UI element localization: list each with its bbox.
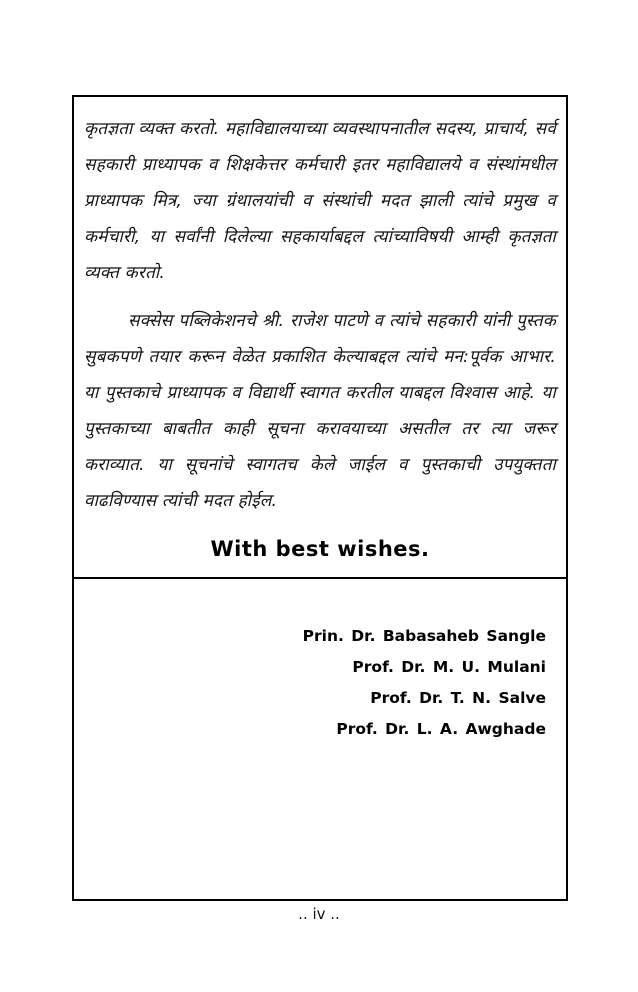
page-number: .. iv .. xyxy=(298,905,340,923)
page-border-frame xyxy=(72,95,568,901)
signature-line: Prof. Dr. T. N. Salve xyxy=(370,689,546,707)
publisher-thanks-paragraph: सक्सेस पब्लिकेशनचे श्री. राजेश पाटणे व त्यांचे सहकारी यांनी पुस्तक सुबकपणे तयार करून वेळेत प्रकाशित केल्याबद्दल त्यांचे मन:पूर्वक आभार. या पुस्तकाचे प्राध्यापक व विद्यार्थी स्वागत करतील याबद्दल विश्वास आहे. या पुस्तकाच्या बाबतीत काही सूचना करावयाच्या असतील तर त्या जरूर कराव्यात. या सूचनांचे स्वागतच केले जाईल व पुस्तकाची उपयुक्तता वाढविण्यास त्यांची मदत होईल. xyxy=(84,311,556,511)
signature-line: Prof. Dr. M. U. Mulani xyxy=(352,658,546,676)
signatures-block xyxy=(74,621,566,745)
signature-line: Prof. Dr. L. A. Awghade xyxy=(336,720,546,738)
horizontal-divider xyxy=(74,577,566,579)
acknowledgement-paragraph: कृतज्ञता व्यक्त करतो. महाविद्यालयाच्या व्यवस्थापनातील सदस्य, प्राचार्य, सर्व सहकारी प्राध्यापक व शिक्षकेत्तर कर्मचारी इतर महाविद्यालये व संस्थांमधील प्राध्यापक मित्र, ज्या ग्रंथालयांची व संस्थांची मदत झाली त्यांचे प्रमुख व कर्मचारी, या सर्वांनी दिलेल्या सहकार्याबद्दल त्यांच्याविषयी आम्ही कृतज्ञता व्यक्त करतो. xyxy=(84,119,556,283)
preface-text-block xyxy=(74,97,566,561)
signature-line: Prin. Dr. Babasaheb Sangle xyxy=(302,627,546,645)
best-wishes-line: With best wishes. xyxy=(210,537,430,561)
